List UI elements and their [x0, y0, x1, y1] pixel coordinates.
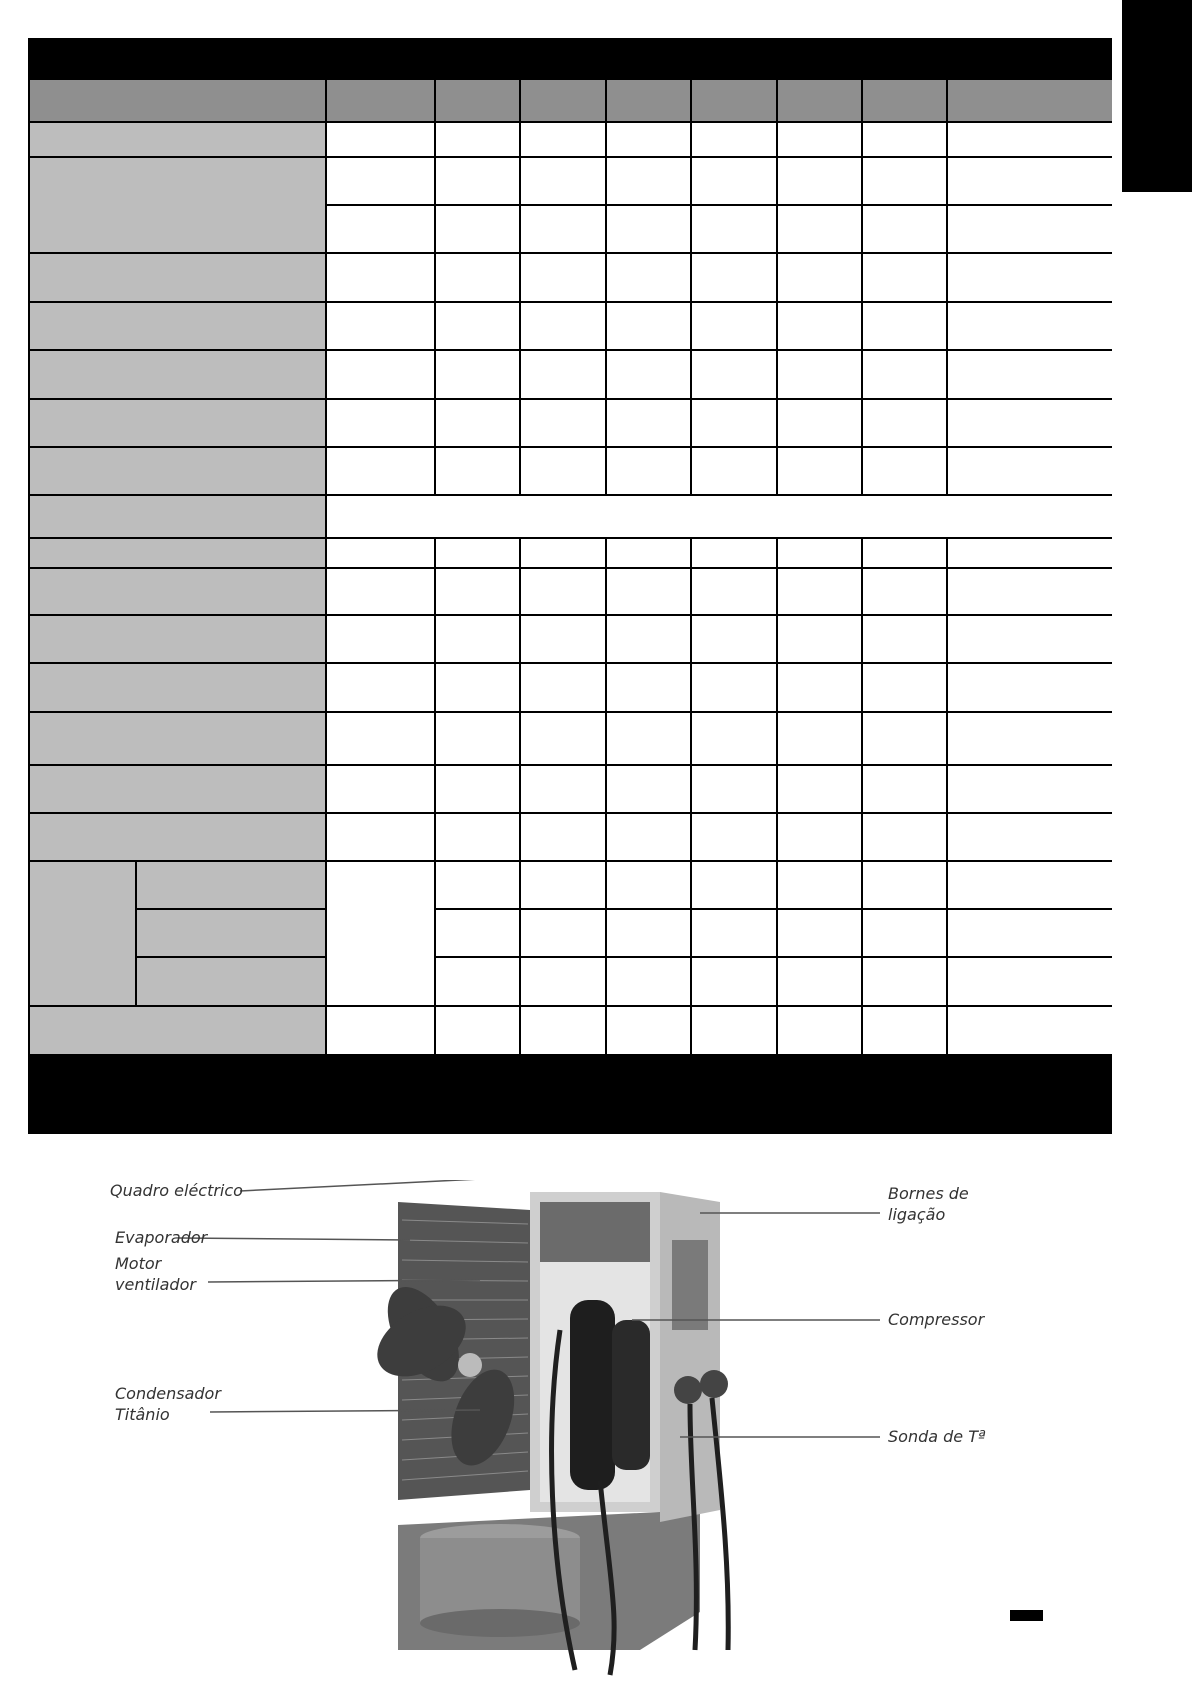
value-cell: [692, 958, 776, 1005]
value-cell: [521, 254, 605, 301]
header-model-cell: [863, 80, 946, 121]
value-cell: [778, 351, 861, 398]
value-cell: [436, 713, 519, 764]
row-label-cell: [30, 123, 325, 156]
value-cell: [521, 1007, 605, 1054]
value-cell: [327, 303, 434, 349]
value-cell: [521, 400, 605, 446]
value-cell: [436, 616, 519, 662]
value-cell: [607, 303, 690, 349]
value-cell: [863, 303, 946, 349]
value-cell: [948, 664, 1112, 711]
value-cell: [863, 862, 946, 908]
value-cell: [948, 1007, 1112, 1054]
value-cell: [521, 123, 605, 156]
value-cell: [948, 862, 1112, 908]
callout-sonda-de-temperatura: Sonda de Tª: [888, 1427, 986, 1446]
value-cell: [692, 158, 776, 204]
connection-terminals: [672, 1240, 708, 1330]
value-cell: [948, 206, 1112, 252]
row-label-cell: [30, 158, 325, 252]
value-cell: [607, 958, 690, 1005]
value-cell: [948, 713, 1112, 764]
value-cell: [948, 539, 1112, 567]
header-model-cell: [521, 80, 605, 121]
value-cell: [863, 1007, 946, 1054]
row-label-cell: [30, 303, 325, 349]
value-cell: [436, 351, 519, 398]
callout-compressor: Compressor: [888, 1310, 985, 1329]
value-cell: [778, 569, 861, 614]
value-cell: [863, 123, 946, 156]
row-label-cell: [30, 496, 325, 537]
value-cell: [327, 351, 434, 398]
row-label-cell: [30, 713, 325, 764]
value-cell: [692, 448, 776, 494]
language-tab-marker: [1122, 0, 1192, 192]
value-cell: [327, 158, 434, 204]
header-model-cell: [948, 80, 1112, 121]
value-cell: [863, 569, 946, 614]
value-cell: [521, 616, 605, 662]
value-cell: [436, 766, 519, 812]
value-cell: [436, 958, 519, 1005]
value-cell: [692, 713, 776, 764]
row-label-cell: [30, 664, 325, 711]
value-cell: [778, 1007, 861, 1054]
value-cell: [327, 1007, 434, 1054]
value-cell: [521, 910, 605, 956]
value-cell: [778, 766, 861, 812]
compressor-accumulator: [612, 1320, 650, 1470]
value-cell: [521, 862, 605, 908]
value-cell: [521, 206, 605, 252]
value-cell: [692, 303, 776, 349]
header-model-cell: [327, 80, 434, 121]
value-cell: [778, 448, 861, 494]
value-cell: [436, 303, 519, 349]
row-label-cell: [30, 448, 325, 494]
value-cell: [863, 958, 946, 1005]
value-cell: [436, 814, 519, 860]
value-cell: [327, 766, 434, 812]
value-cell: [692, 569, 776, 614]
group-label-cell: [30, 862, 135, 1005]
row-label-cell: [30, 351, 325, 398]
row-label-cell: [30, 539, 325, 567]
value-cell: [436, 910, 519, 956]
value-cell: [521, 158, 605, 204]
value-cell: [948, 448, 1112, 494]
row-label-cell: [30, 254, 325, 301]
value-cell: [521, 958, 605, 1005]
value-cell: [863, 158, 946, 204]
value-cell: [436, 539, 519, 567]
compressor-body: [570, 1300, 615, 1490]
sub-label-cell: [137, 862, 325, 908]
value-cell: [436, 569, 519, 614]
value-cell: [607, 539, 690, 567]
value-cell: [436, 123, 519, 156]
header-model-cell: [692, 80, 776, 121]
value-cell: [948, 351, 1112, 398]
value-cell: [607, 910, 690, 956]
value-cell: [778, 910, 861, 956]
value-cell: [521, 569, 605, 614]
value-cell: [327, 448, 434, 494]
specifications-grid: [28, 38, 1112, 1134]
value-cell: [436, 1007, 519, 1054]
value-cell: [778, 158, 861, 204]
value-cell: [521, 303, 605, 349]
value-cell: [607, 713, 690, 764]
row-label-cell: [30, 616, 325, 662]
table-cells: [30, 80, 1112, 1054]
value-cell: [692, 862, 776, 908]
value-cell: [778, 958, 861, 1005]
value-cell: [778, 862, 861, 908]
pressure-gauge-left: [674, 1376, 702, 1404]
value-cell: [327, 539, 434, 567]
value-cell: [863, 713, 946, 764]
value-cell: [948, 569, 1112, 614]
value-cell: [948, 910, 1112, 956]
value-cell: [607, 351, 690, 398]
row-label-cell: [30, 400, 325, 446]
value-cell: [607, 814, 690, 860]
fan-hub: [458, 1353, 482, 1377]
value-cell: [778, 206, 861, 252]
value-cell: [863, 448, 946, 494]
row-label-cell: [30, 1007, 325, 1054]
value-cell: [521, 766, 605, 812]
row-label-cell: [30, 814, 325, 860]
value-cell: [436, 254, 519, 301]
value-cell: [692, 814, 776, 860]
value-cell: [778, 664, 861, 711]
value-cell: [692, 766, 776, 812]
value-cell: [327, 123, 434, 156]
value-cell: [607, 1007, 690, 1054]
value-cell: [778, 400, 861, 446]
value-cell: [863, 539, 946, 567]
value-cell: [948, 958, 1112, 1005]
titanium-condenser-bottom: [420, 1609, 580, 1637]
value-cell: [778, 814, 861, 860]
sub-label-cell: [137, 910, 325, 956]
value-cell: [948, 123, 1112, 156]
callout-bornes-de-ligacao: Bornes de ligação: [888, 1184, 969, 1224]
row-label-cell: [30, 766, 325, 812]
value-cell: [521, 448, 605, 494]
value-cell: [778, 123, 861, 156]
value-cell: [863, 664, 946, 711]
value-cell: [607, 616, 690, 662]
pressure-gauge-right: [700, 1370, 728, 1398]
value-cell: [948, 303, 1112, 349]
value-cell: [327, 713, 434, 764]
callout-motor-ventilador: Motor ventilador: [115, 1254, 196, 1294]
value-cell: [327, 206, 434, 252]
value-cell: [863, 910, 946, 956]
value-cell: [778, 616, 861, 662]
merged-value-cell: [327, 496, 1112, 537]
value-cell: [948, 814, 1112, 860]
callout-evaporador: Evaporador: [115, 1228, 208, 1247]
value-cell: [521, 713, 605, 764]
value-cell: [327, 814, 434, 860]
value-cell: [948, 400, 1112, 446]
value-cell: [692, 910, 776, 956]
value-cell: [692, 539, 776, 567]
electrical-panel: [540, 1202, 650, 1262]
table-title-bar: [30, 40, 1110, 78]
value-cell: [521, 814, 605, 860]
value-cell: [327, 400, 434, 446]
value-cell: [863, 400, 946, 446]
value-cell: [692, 616, 776, 662]
value-cell: [436, 206, 519, 252]
header-label-cell: [30, 80, 325, 121]
value-cell: [692, 206, 776, 252]
value-cell: [607, 664, 690, 711]
page-number-mark: [1010, 1610, 1043, 1621]
value-cell: [607, 569, 690, 614]
value-cell: [327, 664, 434, 711]
value-cell: [692, 1007, 776, 1054]
value-cell: [607, 862, 690, 908]
specifications-table: [28, 38, 1112, 1134]
value-cell: [607, 766, 690, 812]
value-cell: [692, 123, 776, 156]
value-cell: [607, 448, 690, 494]
value-cell: [436, 400, 519, 446]
value-cell: [778, 254, 861, 301]
header-model-cell: [778, 80, 861, 121]
value-cell: [778, 713, 861, 764]
value-cell: [863, 206, 946, 252]
value-cell: [948, 616, 1112, 662]
value-cell: [692, 400, 776, 446]
sub-label-cell: [137, 958, 325, 1005]
value-cell: [692, 664, 776, 711]
header-model-cell: [607, 80, 690, 121]
value-cell: [327, 254, 434, 301]
value-cell: [436, 448, 519, 494]
value-cell: [436, 664, 519, 711]
value-cell: [948, 766, 1112, 812]
value-cell: [778, 303, 861, 349]
value-cell: [607, 158, 690, 204]
value-cell: [863, 254, 946, 301]
merged-value-cell: [327, 862, 434, 1005]
value-cell: [778, 539, 861, 567]
value-cell: [327, 569, 434, 614]
value-cell: [863, 814, 946, 860]
value-cell: [692, 351, 776, 398]
value-cell: [948, 158, 1112, 204]
value-cell: [436, 158, 519, 204]
value-cell: [521, 539, 605, 567]
callout-quadro-electrico: Quadro eléctrico: [110, 1181, 243, 1200]
value-cell: [327, 616, 434, 662]
callout-condensador-titanio: Condensador Titânio: [115, 1384, 221, 1424]
value-cell: [521, 351, 605, 398]
value-cell: [692, 254, 776, 301]
value-cell: [607, 254, 690, 301]
header-model-cell: [436, 80, 519, 121]
value-cell: [948, 254, 1112, 301]
value-cell: [863, 766, 946, 812]
value-cell: [607, 400, 690, 446]
value-cell: [863, 616, 946, 662]
value-cell: [607, 206, 690, 252]
value-cell: [607, 123, 690, 156]
value-cell: [436, 862, 519, 908]
value-cell: [863, 351, 946, 398]
row-label-cell: [30, 569, 325, 614]
value-cell: [521, 664, 605, 711]
